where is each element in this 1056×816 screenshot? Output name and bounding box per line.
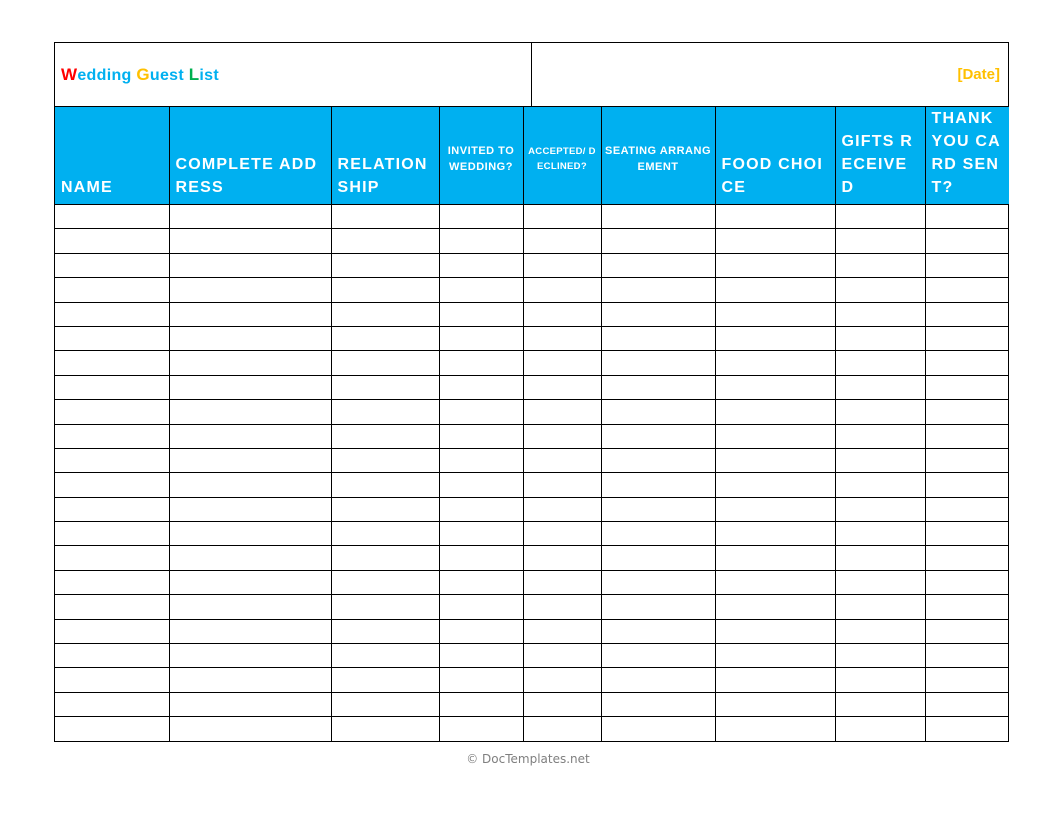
table-cell[interactable] — [331, 546, 439, 570]
table-cell[interactable] — [523, 278, 601, 302]
table-cell[interactable] — [715, 375, 835, 399]
title-part: edding — [77, 66, 137, 84]
table-cell[interactable] — [169, 205, 331, 229]
table-cell[interactable] — [331, 644, 439, 668]
table-cell[interactable] — [55, 229, 169, 253]
table-cell[interactable] — [601, 229, 715, 253]
table-cell[interactable] — [439, 595, 523, 619]
table-cell[interactable] — [715, 448, 835, 472]
table-cell[interactable] — [55, 522, 169, 546]
table-cell[interactable] — [715, 205, 835, 229]
table-cell[interactable] — [439, 205, 523, 229]
column-header: RELATION SHIP — [331, 107, 439, 205]
table-cell[interactable] — [169, 229, 331, 253]
table-cell[interactable] — [523, 473, 601, 497]
table-cell[interactable] — [331, 253, 439, 277]
table-row — [55, 473, 1009, 497]
table-cell[interactable] — [835, 229, 925, 253]
table-cell[interactable] — [835, 326, 925, 350]
table-cell[interactable] — [55, 717, 169, 741]
table-cell[interactable] — [439, 619, 523, 643]
table-cell[interactable] — [331, 473, 439, 497]
table-cell[interactable] — [169, 326, 331, 350]
table-cell[interactable] — [925, 717, 1009, 741]
table-cell[interactable] — [601, 692, 715, 716]
table-row — [55, 717, 1009, 741]
table-cell[interactable] — [439, 522, 523, 546]
table-cell[interactable] — [169, 546, 331, 570]
table-cell[interactable] — [55, 351, 169, 375]
column-header: INVITED TO WEDDING? — [439, 107, 523, 205]
column-header: NAME — [55, 107, 169, 205]
table-row — [55, 229, 1009, 253]
table-cell[interactable] — [715, 570, 835, 594]
table-cell[interactable] — [331, 619, 439, 643]
table-cell[interactable] — [925, 473, 1009, 497]
table-cell[interactable] — [835, 595, 925, 619]
table-cell[interactable] — [925, 570, 1009, 594]
table-cell[interactable] — [523, 522, 601, 546]
table-cell[interactable] — [601, 668, 715, 692]
table-cell[interactable] — [55, 302, 169, 326]
table-cell[interactable] — [835, 424, 925, 448]
table-cell[interactable] — [925, 668, 1009, 692]
table-cell[interactable] — [439, 326, 523, 350]
table-cell[interactable] — [601, 717, 715, 741]
table-cell[interactable] — [835, 668, 925, 692]
table-cell[interactable] — [55, 570, 169, 594]
table-cell[interactable] — [169, 644, 331, 668]
table-cell[interactable] — [835, 546, 925, 570]
title-row — [55, 43, 1008, 107]
column-header: COMPLETE ADDRESS — [169, 107, 331, 205]
table-cell[interactable] — [169, 351, 331, 375]
table-cell[interactable] — [601, 644, 715, 668]
table-row — [55, 668, 1009, 692]
table-cell[interactable] — [925, 595, 1009, 619]
table-cell[interactable] — [55, 278, 169, 302]
table-cell[interactable] — [523, 302, 601, 326]
table-cell[interactable] — [601, 326, 715, 350]
title-part: G — [136, 64, 150, 84]
table-cell[interactable] — [601, 302, 715, 326]
table-row — [55, 253, 1009, 277]
table-row — [55, 205, 1009, 229]
table-cell[interactable] — [925, 424, 1009, 448]
table-row — [55, 424, 1009, 448]
table-cell[interactable] — [835, 302, 925, 326]
table-cell[interactable] — [55, 400, 169, 424]
table-cell[interactable] — [331, 278, 439, 302]
table-cell[interactable] — [715, 692, 835, 716]
table-cell[interactable] — [835, 717, 925, 741]
table-cell[interactable] — [925, 522, 1009, 546]
table-cell[interactable] — [715, 546, 835, 570]
table-cell[interactable] — [601, 253, 715, 277]
table-cell[interactable] — [439, 546, 523, 570]
table-cell[interactable] — [169, 619, 331, 643]
date-placeholder[interactable]: [Date] — [957, 66, 1000, 83]
table-cell[interactable] — [55, 205, 169, 229]
table-row — [55, 400, 1009, 424]
table-cell[interactable] — [55, 253, 169, 277]
table-cell[interactable] — [601, 619, 715, 643]
table-cell[interactable] — [715, 595, 835, 619]
table-cell[interactable] — [835, 619, 925, 643]
table-cell[interactable] — [715, 497, 835, 521]
table-cell[interactable] — [55, 619, 169, 643]
header-row — [55, 107, 1009, 205]
table-cell[interactable] — [601, 351, 715, 375]
table-cell[interactable] — [439, 278, 523, 302]
column-header: SEATING ARRANGEMENT — [601, 107, 715, 205]
table-cell[interactable] — [715, 351, 835, 375]
table-cell[interactable] — [55, 644, 169, 668]
table-cell[interactable] — [715, 278, 835, 302]
table-cell[interactable] — [601, 205, 715, 229]
table-row — [55, 326, 1009, 350]
table-cell[interactable] — [925, 619, 1009, 643]
table-cell[interactable] — [169, 595, 331, 619]
table-cell[interactable] — [601, 375, 715, 399]
table-cell[interactable] — [835, 400, 925, 424]
table-cell[interactable] — [523, 497, 601, 521]
table-row — [55, 497, 1009, 521]
table-cell[interactable] — [439, 570, 523, 594]
column-header: GIFTS RECEIVED — [835, 107, 925, 205]
table-cell[interactable] — [169, 253, 331, 277]
table-cell[interactable] — [601, 448, 715, 472]
column-header: ACCEPTED/ DECLINED? — [523, 107, 601, 205]
table-cell[interactable] — [169, 400, 331, 424]
table-cell[interactable] — [439, 717, 523, 741]
table-cell[interactable] — [523, 546, 601, 570]
table-cell[interactable] — [601, 424, 715, 448]
table-cell[interactable] — [169, 448, 331, 472]
table-cell[interactable] — [331, 717, 439, 741]
table-cell[interactable] — [523, 619, 601, 643]
table-cell[interactable] — [55, 448, 169, 472]
table-cell[interactable] — [331, 570, 439, 594]
table-cell[interactable] — [715, 668, 835, 692]
table-cell[interactable] — [835, 351, 925, 375]
table-cell[interactable] — [523, 595, 601, 619]
table-cell[interactable] — [925, 692, 1009, 716]
table-cell[interactable] — [715, 644, 835, 668]
table-cell[interactable] — [523, 205, 601, 229]
table-cell[interactable] — [169, 302, 331, 326]
table-cell[interactable] — [523, 644, 601, 668]
table-cell[interactable] — [925, 448, 1009, 472]
table-cell[interactable] — [925, 644, 1009, 668]
table-cell[interactable] — [601, 400, 715, 424]
table-cell[interactable] — [523, 570, 601, 594]
table-cell[interactable] — [835, 205, 925, 229]
table-cell[interactable] — [835, 375, 925, 399]
table-cell[interactable] — [835, 448, 925, 472]
table-cell[interactable] — [523, 400, 601, 424]
table-cell[interactable] — [55, 326, 169, 350]
title-part: ist — [199, 66, 219, 84]
table-cell[interactable] — [439, 497, 523, 521]
table-cell[interactable] — [601, 522, 715, 546]
table-cell[interactable] — [439, 473, 523, 497]
table-cell[interactable] — [439, 302, 523, 326]
table-cell[interactable] — [523, 692, 601, 716]
table-cell[interactable] — [331, 448, 439, 472]
table-row — [55, 302, 1009, 326]
table-cell[interactable] — [55, 668, 169, 692]
title-cell — [55, 43, 532, 106]
footer-credit: © DocTemplates.net — [466, 752, 590, 766]
table-cell[interactable] — [331, 229, 439, 253]
table-row — [55, 375, 1009, 399]
table-cell[interactable] — [523, 717, 601, 741]
title-part: uest — [149, 66, 189, 84]
table-cell[interactable] — [715, 619, 835, 643]
guest-table-body — [55, 205, 1009, 742]
title-part: L — [188, 64, 200, 84]
table-cell[interactable] — [835, 473, 925, 497]
table-cell[interactable] — [169, 692, 331, 716]
table-cell[interactable] — [835, 570, 925, 594]
table-cell[interactable] — [169, 473, 331, 497]
table-cell[interactable] — [439, 229, 523, 253]
table-cell[interactable] — [169, 717, 331, 741]
table-cell[interactable] — [601, 473, 715, 497]
table-cell[interactable] — [925, 497, 1009, 521]
table-cell[interactable] — [523, 448, 601, 472]
table-cell[interactable] — [715, 522, 835, 546]
table-cell[interactable] — [523, 253, 601, 277]
table-cell[interactable] — [835, 644, 925, 668]
document-title — [61, 65, 219, 85]
table-cell[interactable] — [439, 424, 523, 448]
table-cell[interactable] — [601, 278, 715, 302]
table-cell[interactable] — [169, 522, 331, 546]
table-cell[interactable] — [55, 497, 169, 521]
table-cell[interactable] — [925, 351, 1009, 375]
table-cell[interactable] — [331, 375, 439, 399]
table-cell[interactable] — [523, 668, 601, 692]
table-cell[interactable] — [331, 351, 439, 375]
table-cell[interactable] — [601, 570, 715, 594]
table-cell[interactable] — [835, 278, 925, 302]
table-cell[interactable] — [169, 278, 331, 302]
table-cell[interactable] — [523, 229, 601, 253]
table-cell[interactable] — [331, 400, 439, 424]
table-cell[interactable] — [439, 375, 523, 399]
table-cell[interactable] — [439, 253, 523, 277]
table-cell[interactable] — [169, 375, 331, 399]
column-header: FOOD CHOICE — [715, 107, 835, 205]
table-cell[interactable] — [331, 326, 439, 350]
table-cell[interactable] — [715, 302, 835, 326]
table-cell[interactable] — [55, 692, 169, 716]
table-cell[interactable] — [439, 692, 523, 716]
table-cell[interactable] — [925, 375, 1009, 399]
table-row — [55, 351, 1009, 375]
table-cell[interactable] — [925, 400, 1009, 424]
table-cell[interactable] — [169, 497, 331, 521]
table-cell[interactable] — [331, 205, 439, 229]
table-cell[interactable] — [925, 229, 1009, 253]
table-cell[interactable] — [925, 302, 1009, 326]
table-cell[interactable] — [715, 253, 835, 277]
table-cell[interactable] — [715, 400, 835, 424]
table-cell[interactable] — [715, 717, 835, 741]
table-cell[interactable] — [439, 351, 523, 375]
table-row — [55, 595, 1009, 619]
table-cell[interactable] — [925, 253, 1009, 277]
table-cell[interactable] — [331, 497, 439, 521]
table-cell[interactable] — [331, 595, 439, 619]
table-cell[interactable] — [169, 668, 331, 692]
table-cell[interactable] — [835, 497, 925, 521]
table-cell[interactable] — [835, 692, 925, 716]
table-cell[interactable] — [55, 424, 169, 448]
table-cell[interactable] — [439, 668, 523, 692]
table-cell[interactable] — [55, 473, 169, 497]
table-cell[interactable] — [55, 595, 169, 619]
table-row — [55, 619, 1009, 643]
title-part: W — [61, 64, 78, 84]
table-cell[interactable] — [331, 522, 439, 546]
guest-table — [55, 107, 1009, 741]
table-cell[interactable] — [715, 326, 835, 350]
table-cell[interactable] — [523, 375, 601, 399]
table-row — [55, 546, 1009, 570]
table-row — [55, 644, 1009, 668]
guest-list-sheet — [54, 42, 1009, 742]
table-cell[interactable] — [331, 692, 439, 716]
table-cell[interactable] — [835, 522, 925, 546]
table-cell[interactable] — [925, 205, 1009, 229]
table-cell[interactable] — [835, 253, 925, 277]
table-row — [55, 570, 1009, 594]
table-cell[interactable] — [523, 351, 601, 375]
table-cell[interactable] — [169, 424, 331, 448]
table-row — [55, 448, 1009, 472]
table-cell[interactable] — [925, 278, 1009, 302]
table-cell[interactable] — [439, 448, 523, 472]
table-cell[interactable] — [331, 302, 439, 326]
table-row — [55, 278, 1009, 302]
table-cell[interactable] — [925, 546, 1009, 570]
table-cell[interactable] — [601, 595, 715, 619]
table-cell[interactable] — [925, 326, 1009, 350]
table-cell[interactable] — [439, 400, 523, 424]
table-cell[interactable] — [331, 424, 439, 448]
table-cell[interactable] — [715, 229, 835, 253]
table-cell[interactable] — [523, 326, 601, 350]
date-cell — [532, 43, 1008, 106]
table-cell[interactable] — [601, 546, 715, 570]
table-cell[interactable] — [55, 375, 169, 399]
table-cell[interactable] — [523, 424, 601, 448]
table-cell[interactable] — [715, 473, 835, 497]
table-row — [55, 522, 1009, 546]
column-header: THANK YOU CARD SENT? — [925, 107, 1009, 205]
table-cell[interactable] — [715, 424, 835, 448]
table-cell[interactable] — [601, 497, 715, 521]
table-cell[interactable] — [169, 570, 331, 594]
table-cell[interactable] — [439, 644, 523, 668]
table-row — [55, 692, 1009, 716]
table-cell[interactable] — [331, 668, 439, 692]
table-cell[interactable] — [55, 546, 169, 570]
